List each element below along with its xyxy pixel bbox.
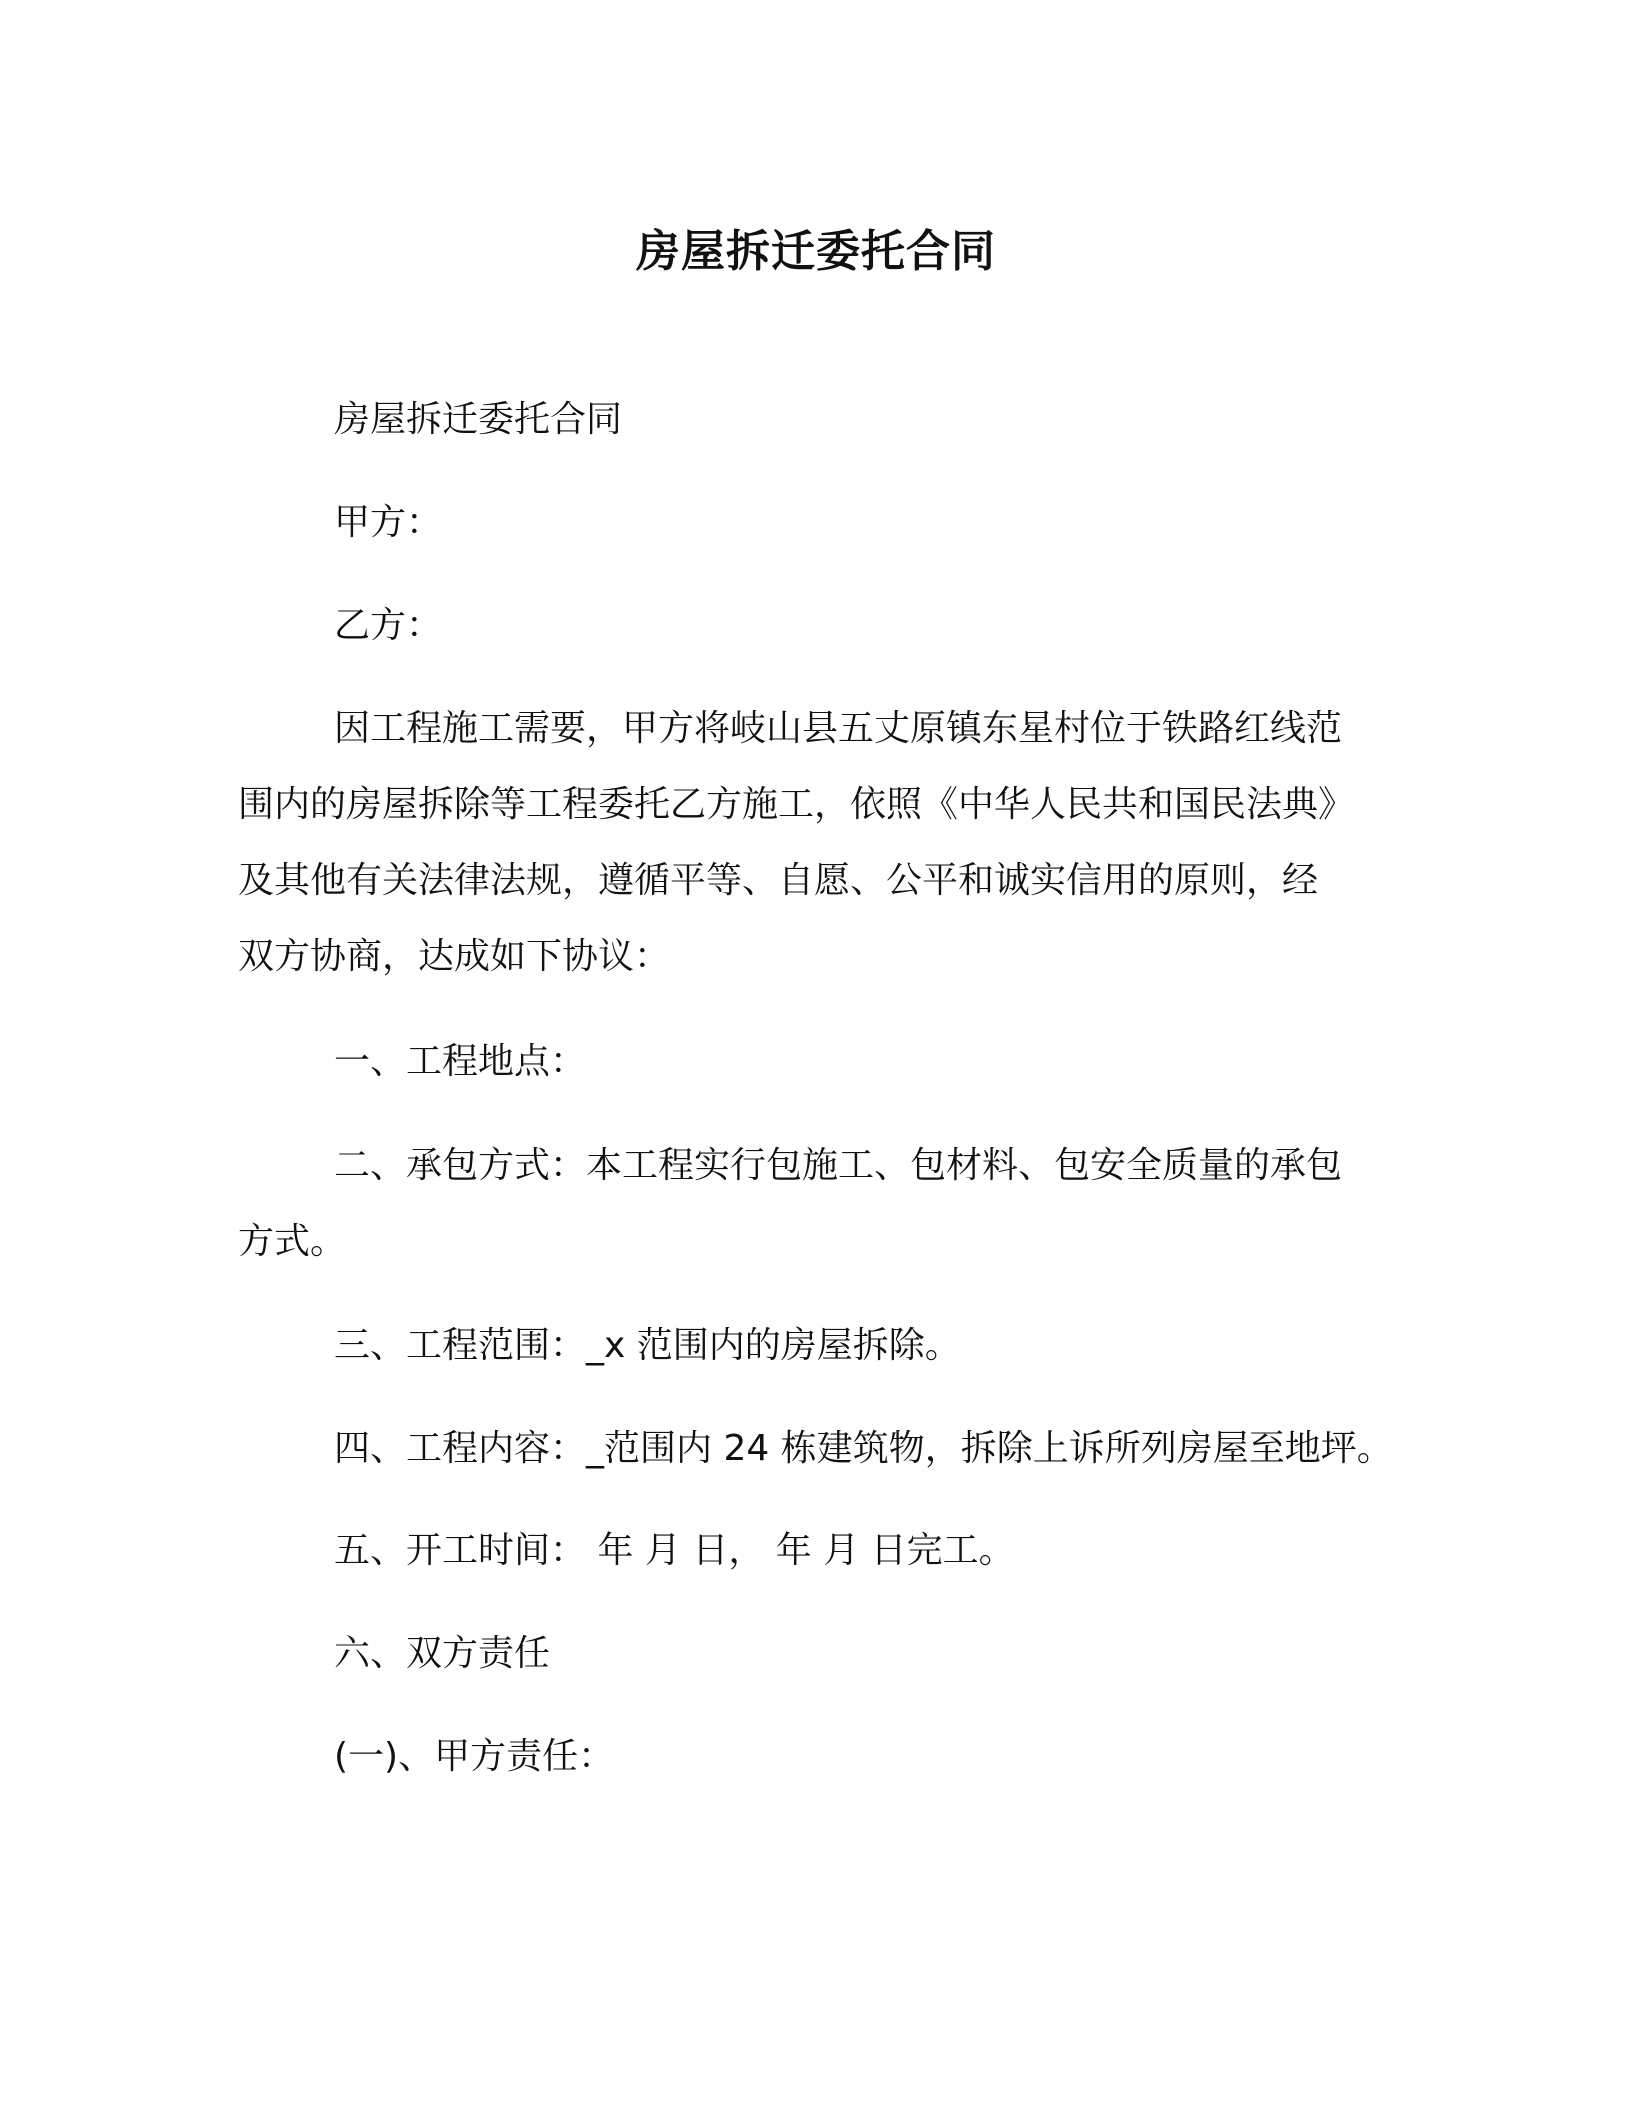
preamble-line-3: 及其他有关法律法规，遵循平等、自愿、公平和诚实信用的原则，经 bbox=[238, 860, 1319, 901]
clause-6-1-party-a: (一)、甲方责任： bbox=[334, 1736, 615, 1777]
clause-6-responsibilities: 六、双方责任 bbox=[334, 1633, 551, 1674]
contract-heading: 房屋拆迁委托合同 bbox=[334, 399, 623, 440]
preamble-line-2: 围内的房屋拆除等工程委托乙方施工，依照《中华人民共和国民法典》 bbox=[238, 784, 1355, 825]
clause-2-continuation: 方式。 bbox=[238, 1221, 347, 1262]
document-title: 房屋拆迁委托合同 bbox=[636, 226, 996, 277]
preamble-line-1: 因工程施工需要，甲方将岐山县五丈原镇东星村位于铁路红线范 bbox=[334, 708, 1343, 749]
party-a-line: 甲方： bbox=[334, 502, 443, 543]
clause-1-location: 一、工程地点： bbox=[334, 1041, 587, 1082]
preamble-line-4: 双方协商，达成如下协议： bbox=[238, 936, 671, 977]
clause-4-content: 四、工程内容：_范围内 24 栋建筑物，拆除上诉所列房屋至地坪。 bbox=[334, 1428, 1393, 1469]
clause-3-scope: 三、工程范围：_x 范围内的房屋拆除。 bbox=[334, 1325, 961, 1366]
clause-5-schedule: 五、开工时间： 年 月 日， 年 月 日完工。 bbox=[334, 1530, 1015, 1571]
clause-2-contract-method: 二、承包方式：本工程实行包施工、包材料、包安全质量的承包 bbox=[334, 1145, 1343, 1186]
party-b-line: 乙方： bbox=[334, 605, 443, 646]
